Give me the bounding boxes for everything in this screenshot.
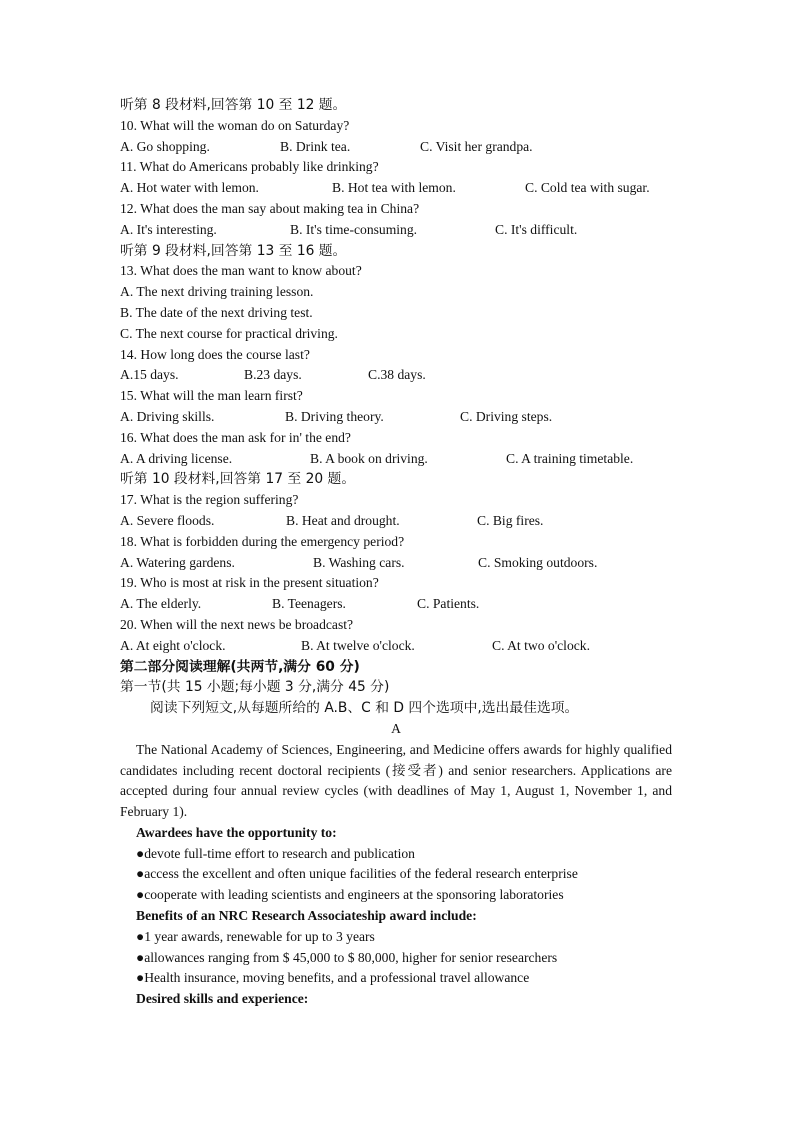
option-b: B. Heat and drought.: [286, 512, 400, 528]
option-a: A. Watering gardens.: [120, 554, 235, 570]
option-c: C. Visit her grandpa.: [420, 138, 533, 154]
option-a: A.15 days.: [120, 367, 179, 383]
section-header: 听第 9 段材料,回答第 13 至 16 题。: [120, 242, 347, 259]
list-item: ●cooperate with leading scientists and engineers at the sponsoring laboratories: [136, 887, 564, 903]
option-b: B. A book on driving.: [310, 450, 428, 466]
option-row: [120, 365, 672, 386]
option-c: C. At two o'clock.: [492, 637, 590, 653]
option-row: [120, 636, 672, 657]
exam-page: [120, 95, 672, 1010]
option-row: [120, 137, 672, 158]
option-c: C. A training timetable.: [506, 450, 634, 466]
option-c: C. Cold tea with sugar.: [525, 180, 650, 196]
question: 19. Who is most at risk in the present situation?: [120, 575, 379, 591]
question: 10. What will the woman do on Saturday?: [120, 117, 350, 133]
list-item: ●Health insurance, moving benefits, and a professional travel allowance: [136, 970, 530, 986]
option-b: B. The date of the next driving test.: [120, 304, 313, 320]
passage-intro: The National Academy of Sciences, Engineering, and Medicine offers awards for highly qualified candidates including recent doctoral recipients (接受者) and senior researchers. Applications are accepted during four annual review cycles (with deadlines of May 1, August 1, November 1, and February 1).: [120, 741, 672, 820]
option-a: A. Go shopping.: [120, 138, 210, 154]
option-b: B. Driving theory.: [285, 408, 384, 424]
part-title: 第二部分阅读理解(共两节,满分 60 分): [120, 658, 360, 675]
option-row: [120, 594, 672, 615]
option-c: C. Driving steps.: [460, 408, 553, 424]
skills-heading: Desired skills and experience:: [136, 991, 309, 1007]
option-a: A. Hot water with lemon.: [120, 180, 259, 196]
option-c: C. Patients.: [417, 596, 480, 612]
question: 17. What is the region suffering?: [120, 492, 299, 508]
option-row: [120, 178, 672, 199]
option-c: C. Smoking outdoors.: [478, 554, 598, 570]
option-b: B. It's time-consuming.: [290, 221, 418, 237]
option-c: C. Big fires.: [477, 512, 544, 528]
option-a: A. The next driving training lesson.: [120, 284, 314, 300]
list-item: ●1 year awards, renewable for up to 3 years: [136, 928, 375, 944]
section-title: 第一节(共 15 小题;每小题 3 分,满分 45 分): [120, 679, 390, 696]
instruction: 阅读下列短文,从每题所给的 A.B、C 和 D 四个选项中,选出最佳选项。: [150, 700, 579, 717]
option-b: B. Hot tea with lemon.: [332, 180, 456, 196]
question: 11. What do Americans probably like drinking?: [120, 159, 379, 175]
question: 12. What does the man say about making tea in China?: [120, 200, 420, 216]
section-header: 听第 8 段材料,回答第 10 至 12 题。: [120, 97, 347, 113]
list-item: ●allowances ranging from $ 45,000 to $ 80,000, higher for senior researchers: [136, 949, 558, 965]
option-a: A. Severe floods.: [120, 512, 215, 528]
option-b: B.23 days.: [244, 367, 302, 383]
option-b: B. Washing cars.: [313, 554, 405, 570]
question: 13. What does the man want to know about?: [120, 263, 362, 279]
opportunity-heading: Awardees have the opportunity to:: [136, 824, 337, 840]
option-row: [120, 449, 672, 470]
option-c: C. The next course for practical driving.: [120, 325, 338, 341]
option-b: B. Teenagers.: [272, 596, 346, 612]
option-a: A. A driving license.: [120, 450, 233, 466]
option-c: C. It's difficult.: [495, 221, 578, 237]
question: 16. What does the man ask for in' the end?: [120, 429, 351, 445]
question: 14. How long does the course last?: [120, 346, 310, 362]
list-item: ●devote full-time effort to research and publication: [136, 845, 415, 861]
passage-letter: A: [391, 720, 401, 736]
question: 18. What is forbidden during the emergency period?: [120, 533, 405, 549]
benefits-heading: Benefits of an NRC Research Associateship award include:: [136, 908, 477, 924]
option-c: C.38 days.: [368, 367, 426, 383]
question: 20. When will the next news be broadcast?: [120, 616, 354, 632]
option-b: B. Drink tea.: [280, 138, 351, 154]
option-row: [120, 407, 672, 428]
option-row: [120, 511, 672, 532]
option-row: [120, 553, 672, 574]
list-item: ●access the excellent and often unique facilities of the federal research enterprise: [136, 866, 578, 882]
option-a: A. Driving skills.: [120, 408, 215, 424]
option-a: A. The elderly.: [120, 596, 202, 612]
section-header: 听第 10 段材料,回答第 17 至 20 题。: [120, 471, 356, 488]
option-a: A. It's interesting.: [120, 221, 217, 237]
option-row: [120, 220, 672, 241]
option-a: A. At eight o'clock.: [120, 637, 226, 653]
question: 15. What will the man learn first?: [120, 388, 303, 404]
option-b: B. At twelve o'clock.: [301, 637, 415, 653]
